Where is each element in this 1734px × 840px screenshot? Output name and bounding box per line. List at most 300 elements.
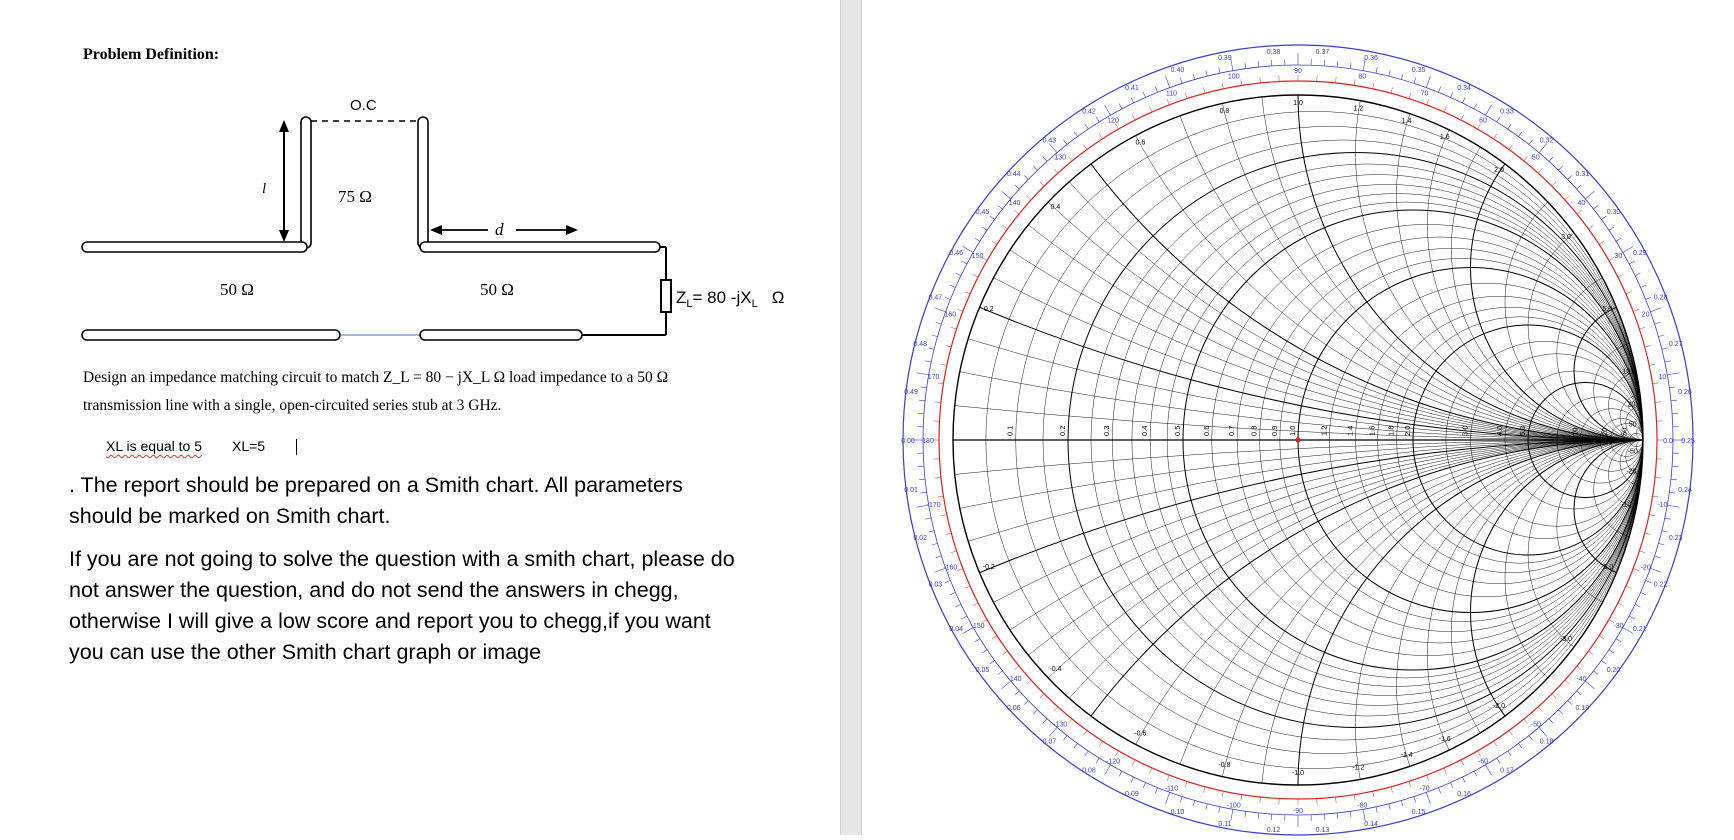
inner-tick [1565,196,1569,200]
inner-tick [1618,603,1623,606]
scale-tick [1671,400,1677,401]
scale-tick [956,604,961,607]
scale-tick [1641,593,1646,595]
reactance-label: 1.2 [1354,105,1364,112]
scale-tick [1601,216,1606,220]
resistance-label: 1.0 [1288,426,1297,436]
scale-tick [1518,743,1522,748]
resistance-label: 0.7 [1227,426,1236,436]
scale-tick [1665,361,1671,362]
inner-tick [1626,586,1631,588]
angle-label: 0.0 [1663,438,1673,445]
inner-tick [1509,145,1513,150]
inner-tick [1538,169,1542,173]
scale-tick [1667,373,1679,375]
design-line-1: Design an impedance matching circuit to match Z_L = 80 − jX_L Ω load impedance to a 50 Ω [83,364,763,392]
inner-tick [951,327,957,329]
angle-label: -50 [1531,721,1541,728]
scale-tick [1486,765,1492,775]
scale-tick [1655,322,1661,324]
wavelength-label: 0.30 [1607,209,1621,216]
load-label: $Z_L= 80$ $-jX_L$ Ω [676,288,784,310]
wavelength-label: 0.06 [1007,705,1021,712]
scale-tick [1245,63,1246,69]
reactance-label: 20 [1627,402,1635,409]
inner-tick [1185,781,1187,787]
wavelength-label: 0.08 [1082,767,1096,774]
inner-tick [1083,730,1087,735]
scale-tick [1594,671,1599,675]
wavelength-label: 0.21 [1633,626,1647,633]
reactance-arc [1212,0,1734,440]
reactance-label: 0.8 [1220,108,1230,115]
inner-tick [1391,87,1393,93]
inner-tick [1639,327,1645,329]
scale-tick [1641,285,1646,287]
wavelength-label: 0.14 [1364,821,1378,828]
reactance-label: -10 [1621,501,1631,508]
resistance-label: 1.6 [1368,426,1377,436]
reactance-label: 3.0 [1561,234,1571,241]
scale-tick [1646,297,1652,299]
inner-tick [1409,93,1411,99]
scale-tick [1193,800,1195,806]
inner-tick [945,533,951,535]
inner-tick [1167,775,1169,781]
scale-tick [1568,700,1572,704]
scale-tick [1096,758,1099,763]
inner-tick [965,586,970,588]
inner-tick [1150,107,1152,112]
wavelength-label: 0.32 [1540,137,1554,144]
wavelength-label: 0.22 [1654,582,1668,589]
scale-tick [1024,700,1028,704]
inner-tick [1609,258,1614,261]
scale-tick [919,479,925,480]
angle-label: 40 [1578,200,1586,207]
wavelength-label: 0.17 [1500,767,1514,774]
scale-tick [1337,61,1338,67]
inner-tick [965,292,970,294]
wavelength-label: 0.45 [976,209,990,216]
wavelength-label: 0.41 [1125,85,1139,92]
scale-tick [1180,797,1182,803]
scale-tick [1646,580,1652,582]
reactance-label: -1.2 [1352,765,1364,772]
inner-tick [1599,636,1604,639]
inner-tick [1241,79,1242,85]
scale-tick [1438,788,1440,794]
scale-tick [1609,650,1614,653]
angle-label: 30 [1615,253,1623,260]
scale-tick [1015,691,1019,695]
reactance-label: -3.0 [1560,636,1572,643]
inner-tick [1040,694,1044,698]
angle-label: -120 [1106,758,1120,765]
scale-tick [1389,804,1390,810]
inner-tick [1588,225,1593,229]
inner-tick [1185,93,1187,99]
length-label: l [262,181,266,197]
scale-tick [1155,87,1157,93]
inner-tick [1014,666,1019,670]
scale-tick [1662,348,1668,349]
scale-tick [1601,660,1606,664]
scale-tick [1585,191,1594,199]
inner-tick [1509,730,1513,735]
scale-tick [975,238,980,241]
scale-tick [1486,105,1492,115]
inner-tick [1204,87,1206,93]
inner-tick [1373,83,1374,89]
scale-tick [936,556,942,558]
scale-tick [1206,804,1207,810]
inner-tick [1524,719,1528,724]
inner-tick [1260,77,1261,83]
reactance-label: 0.2 [984,306,994,313]
inner-tick [1391,787,1393,793]
xl-note: XL is equal to 5 [106,438,202,454]
angle-label: -80 [1357,802,1367,809]
scale-tick [1363,809,1365,821]
inner-tick [1054,707,1058,711]
scale-tick [1539,144,1547,153]
angle-label: 150 [972,253,984,260]
inner-tick [1552,182,1556,186]
wavelength-label: 0.33 [1500,109,1514,116]
scale-tick [945,297,951,299]
inner-tick [1068,156,1072,161]
scale-tick [990,660,995,664]
inner-tick [945,346,951,348]
angle-label: 140 [1009,200,1021,207]
scale-tick [1180,78,1182,84]
inner-tick [1524,156,1528,161]
scale-tick [1497,117,1500,122]
angle-label: -40 [1576,676,1586,683]
inner-tick [1588,651,1593,655]
scale-tick [1258,813,1259,819]
reactance-label: -0.6 [1134,731,1146,738]
line2-impedance-label: 50 Ω [480,280,514,299]
scale-tick [1131,98,1134,103]
scale-tick [1585,681,1594,689]
inner-tick [1040,182,1044,186]
inner-tick [1241,795,1242,801]
inner-tick [1552,694,1556,698]
stub-left-conductor [301,117,311,248]
inner-tick [1577,210,1582,214]
resistance-label: 0.9 [1270,426,1279,436]
inner-tick [1027,196,1031,200]
load-resistor [661,280,671,312]
scale-tick [1231,809,1233,821]
reactance-label: 5.0 [1602,306,1612,313]
wavelength-label: 0.44 [1007,171,1021,178]
inner-tick [1336,797,1337,803]
inner-tick [1336,77,1337,83]
inner-tick [1099,741,1102,746]
scale-tick [1105,105,1111,115]
inner-tick [1538,707,1542,711]
line2-bottom-conductor [420,330,582,340]
inner-tick [1222,83,1223,89]
scale-tick [921,492,927,493]
inner-tick [1354,79,1355,85]
inner-tick [1003,651,1008,655]
scale-tick [1623,247,1633,253]
scale-tick [925,518,931,519]
distance-label: d [495,220,504,239]
wavelength-label: 0.31 [1575,171,1589,178]
wavelength-label: 0.05 [976,667,990,674]
inner-tick [1354,795,1355,801]
reactance-arc [1397,0,1734,440]
inner-tick [1260,797,1261,803]
wavelength-label: 0.46 [949,250,963,257]
scale-tick [1049,144,1057,153]
scale-tick [1155,788,1157,794]
angle-label: 100 [1228,74,1240,81]
scale-tick [928,348,934,349]
reactance-label: 1.0 [1293,100,1303,107]
scale-tick [1609,227,1614,230]
angle-label: 10 [1658,374,1666,381]
inner-tick [1444,768,1446,773]
inner-tick [1478,124,1481,129]
inner-tick [1132,760,1135,765]
inner-tick [1655,402,1661,403]
inner-tick [1373,791,1374,797]
scale-tick [1043,157,1047,161]
angle-label: -110 [1165,786,1179,793]
inner-tick [1655,478,1661,479]
scale-tick [1667,505,1679,507]
wavelength-label: 0.27 [1669,341,1683,348]
scale-tick [1518,132,1522,137]
angle-label: -10 [1657,502,1667,509]
angle-label: 20 [1642,311,1650,318]
scale-tick [1219,807,1220,813]
reactance-arc [1298,440,1734,840]
inner-tick [1054,169,1058,173]
wavelength-label: 0.15 [1412,809,1426,816]
reactance-arc [1471,95,1734,440]
wavelength-label: 0.23 [1669,535,1683,542]
wavelength-label: 0.25 [1681,438,1695,445]
scale-tick [1143,92,1145,97]
scale-tick [1497,758,1500,763]
reactance-label: 1.6 [1440,134,1450,141]
resistance-label: 0.1 [1006,426,1015,436]
scale-tick [962,261,967,264]
scale-tick [1166,76,1170,87]
scale-tick [1049,727,1057,736]
scale-tick [936,322,942,324]
reactance-label: -5.0 [1601,564,1613,571]
resistance-label: 1.4 [1346,426,1355,436]
inner-tick [1444,107,1446,112]
scale-tick [1594,205,1599,209]
wavelength-label: 0.38 [1267,49,1281,56]
scale-tick [1549,719,1553,723]
scale-tick [1577,691,1581,695]
circuit-diagram [80,90,720,350]
reactance-label: -1.6 [1439,736,1451,743]
report-instructions [69,470,749,680]
resistance-label: 5.0 [1518,426,1527,436]
scale-tick [928,531,934,532]
inner-tick [1649,364,1655,365]
scale-tick [1635,604,1640,607]
scale-tick [1131,777,1134,782]
scale-tick [1568,175,1572,179]
scale-tick [1671,479,1677,480]
inner-tick [973,274,978,277]
scale-tick [1337,813,1338,819]
scale-tick [1558,710,1562,714]
warning-paragraph: If you are not going to solve the question with a smith chart, please do not answer the question, and do not send the answers in chegg, otherwise I will give a low score and report you to chegg,if you want you can use the other Smith chart graph or image [69,544,749,668]
resistance-label: 2.0 [1403,426,1412,436]
oc-label: O.C [350,97,377,114]
wavelength-label: 0.49 [904,389,918,396]
resistance-label: 0.2 [1058,426,1067,436]
resistance-label: 1.2 [1319,426,1328,436]
inner-tick [1116,751,1119,756]
line1-bottom-conductor [82,330,340,340]
inner-tick [1633,569,1639,571]
inner-tick [1003,225,1008,229]
scale-tick [1033,710,1037,714]
scale-tick [1577,185,1581,189]
inner-tick [1565,680,1569,684]
inner-tick [1027,680,1031,684]
reactance-arc [1356,0,1734,440]
scale-tick [1414,78,1416,84]
scale-tick [1539,727,1547,736]
wavelength-label: 0.42 [1082,109,1096,116]
inner-tick [1014,210,1019,214]
inner-tick [1494,741,1497,746]
scale-tick [1474,771,1477,776]
scale-tick [1245,811,1246,817]
resistance-label: 0.3 [1102,426,1111,436]
wavelength-label: 0.02 [913,535,927,542]
wavelength-label: 0.39 [1218,55,1232,62]
reactance-label: -0.2 [983,564,995,571]
inner-tick [1083,145,1087,150]
angle-label: -20 [1641,565,1651,572]
scale-tick [1508,124,1511,129]
scale-tick [1616,238,1621,241]
inner-tick [1461,760,1464,765]
reactance-label: -0.8 [1218,762,1230,769]
scale-tick [1669,387,1675,388]
angle-label: 50 [1532,155,1540,162]
angle-label: -130 [1053,721,1067,728]
inner-tick [1645,346,1651,348]
scale-tick [1662,531,1668,532]
stub-impedance-label: 75 Ω [338,187,372,206]
angle-label: 160 [944,311,956,318]
scale-tick [1635,273,1640,276]
text-cursor [296,439,297,455]
wavelength-label: 0.01 [904,487,918,494]
inner-tick [1427,99,1429,105]
xl-note-row [106,438,327,455]
line2-top-conductor [420,242,660,252]
scale-tick [1623,628,1633,634]
reactance-arc [953,440,1734,840]
scale-tick [1655,556,1661,558]
design-line-2: transmission line with a single, open-circuited series stub at 3 GHz. [83,392,763,420]
scale-tick [1462,98,1465,103]
wavelength-label: 0.09 [1125,791,1139,798]
scale-tick [1462,777,1465,782]
wavelength-label: 0.07 [1043,739,1057,746]
scale-tick [1414,797,1416,803]
scale-tick [956,273,961,276]
scale-tick [1529,140,1533,145]
inner-tick [957,309,963,311]
scale-tick [982,227,987,230]
reactance-label: 0.6 [1135,139,1145,146]
inner-tick [1649,515,1655,516]
resistance-label: 0.6 [1202,426,1211,436]
inner-tick [1150,768,1152,773]
scale-tick [932,335,938,337]
wavelength-label: 0.16 [1457,791,1471,798]
reactance-arc [1260,440,1734,840]
scale-tick [1085,751,1088,756]
inner-tick [1068,719,1072,724]
angle-label: 90 [1294,68,1302,75]
angle-label: 110 [1166,90,1177,97]
scale-tick [1451,783,1453,788]
angle-label: 60 [1479,118,1487,125]
reactance-arc [876,0,1734,440]
wavelength-label: 0.13 [1316,827,1330,834]
wavelength-label: 0.48 [913,341,927,348]
reactance-label: 0.4 [1051,204,1061,211]
resistance-label: 0.4 [1140,426,1149,436]
inner-tick [941,364,947,365]
scale-tick [1033,166,1037,170]
scale-tick [1549,157,1553,161]
reactance-label: -50 [1628,448,1638,455]
resistance-label: 50 [1619,428,1628,436]
scale-tick [1401,800,1403,806]
inner-tick [1645,533,1651,535]
scale-tick [1629,616,1634,619]
inner-tick [1599,241,1604,244]
angle-label: -170 [927,502,941,509]
scale-tick [1629,261,1634,264]
scale-tick [1558,166,1562,170]
inner-tick [957,569,963,571]
scale-tick [1119,104,1122,109]
scale-tick [932,543,938,545]
scale-tick [1529,736,1533,741]
xl-value[interactable]: XL=5 [232,438,297,454]
stub-right-conductor [418,117,428,248]
wavelength-label: 0.47 [929,294,943,301]
scale-tick [1143,783,1145,788]
inner-tick [1577,666,1582,670]
scale-tick [1002,191,1011,199]
scale-tick [945,580,951,582]
scale-tick [1350,811,1351,817]
